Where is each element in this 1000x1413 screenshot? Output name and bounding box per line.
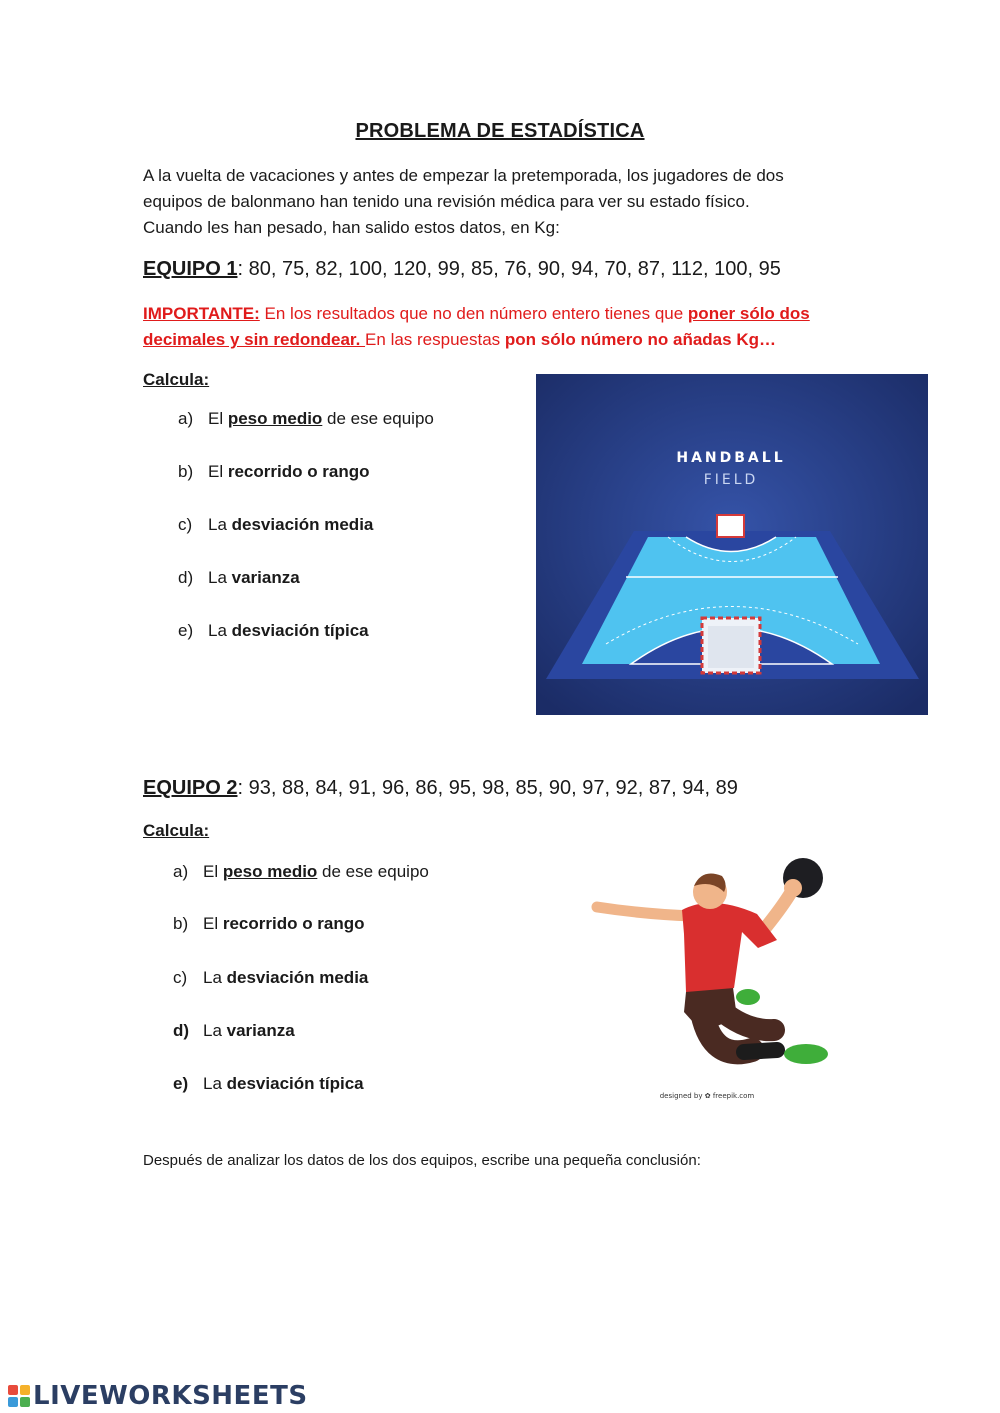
question-text: La (203, 1021, 227, 1040)
team1-label: EQUIPO 1 (143, 258, 238, 280)
page-title: PROBLEMA DE ESTADÍSTICA (355, 120, 645, 142)
question-letter: a) (173, 862, 189, 881)
question-item (178, 621, 369, 641)
question-item (178, 462, 370, 482)
question-text: El (203, 914, 223, 933)
question-text: La (203, 968, 227, 987)
question-keyword: desviación media (231, 515, 374, 534)
team1-values: : 80, 75, 82, 100, 120, 99, 85, 76, 90, 94, 70, 87, 112, 100, 95 (237, 258, 781, 280)
question-text: La (203, 1074, 227, 1093)
important-emphasis: pon sólo número no añadas Kg… (504, 330, 776, 349)
question-letter: b) (173, 914, 189, 933)
player-sock (744, 1050, 777, 1052)
question-letter: e) (173, 1074, 189, 1093)
question-letter: a) (178, 409, 194, 428)
team2-data-line (143, 777, 738, 800)
question-text: La (208, 568, 232, 587)
question-item (178, 515, 373, 535)
brand-name: LIVEWORKSHEETS (33, 1381, 308, 1411)
question-letter: c) (173, 968, 188, 987)
intro-line: Cuando les han pesado, han salido estos datos, en Kg: (143, 218, 560, 237)
question-text: de ese equipo (322, 409, 434, 428)
image-credit: designed by ✿ freepik.com (659, 1092, 755, 1100)
question-text: El (208, 409, 228, 428)
question-letter: d) (173, 1021, 190, 1040)
team1-data-line (143, 258, 781, 281)
player-shoe-front (784, 1044, 828, 1064)
question-item (173, 968, 368, 988)
calcula-label: Calcula: (143, 821, 210, 840)
calcula-label: Calcula: (143, 370, 210, 389)
question-item (173, 914, 365, 934)
question-text: de ese equipo (317, 862, 429, 881)
team2-values: : 93, 88, 84, 91, 96, 86, 95, 98, 85, 90, 97, 92, 87, 94, 89 (237, 777, 738, 799)
logo-blocks-icon (8, 1385, 30, 1407)
question-letter: b) (178, 462, 194, 481)
question-text: El (203, 862, 223, 881)
question-keyword: desviación típica (226, 1074, 364, 1093)
question-keyword: desviación típica (231, 621, 369, 640)
handball-player-image (562, 822, 852, 1110)
important-emphasis: poner sólo dos (687, 304, 810, 323)
player-hand (784, 879, 802, 897)
important-text: En las respuestas (365, 330, 505, 349)
question-item (173, 1074, 364, 1094)
question-keyword: desviación media (226, 968, 369, 987)
goal-top (717, 515, 744, 537)
goal-net (708, 626, 754, 668)
question-keyword: recorrido o rango (227, 462, 370, 481)
intro-paragraph (143, 163, 863, 241)
question-letter: e) (178, 621, 194, 640)
important-emphasis: decimales y sin redondear. (143, 330, 366, 349)
question-item (178, 568, 300, 588)
conclusion-prompt: Después de analizar los datos de los dos equipos, escribe una pequeña conclusión: (143, 1152, 701, 1169)
important-note (143, 301, 873, 353)
handball-field-image (536, 374, 928, 715)
field-title: HANDBALL (676, 450, 786, 466)
intro-line: A la vuelta de vacaciones y antes de empezar la pretemporada, los jugadores de dos (143, 166, 784, 185)
field-subtitle: FIELD (703, 472, 759, 488)
question-letter: c) (178, 515, 193, 534)
question-letter: d) (178, 568, 194, 587)
question-text: La (208, 621, 232, 640)
question-text: La (208, 515, 232, 534)
question-keyword: recorrido o rango (222, 914, 365, 933)
question-keyword: varianza (226, 1021, 295, 1040)
important-text: En los resultados que no den número entero tienes que (259, 304, 688, 323)
liveworksheets-logo (8, 1382, 308, 1410)
player-shoe-back (736, 989, 760, 1005)
question-item (173, 1021, 295, 1041)
question-text: El (208, 462, 228, 481)
important-label: IMPORTANTE: (143, 304, 260, 323)
question-keyword: peso medio (227, 409, 323, 428)
question-item (173, 862, 429, 882)
team2-label: EQUIPO 2 (143, 777, 238, 799)
question-item (178, 409, 434, 429)
question-keyword: varianza (231, 568, 300, 587)
question-keyword: peso medio (222, 862, 318, 881)
intro-line: equipos de balonmano han tenido una revisión médica para ver su estado físico. (143, 192, 750, 211)
